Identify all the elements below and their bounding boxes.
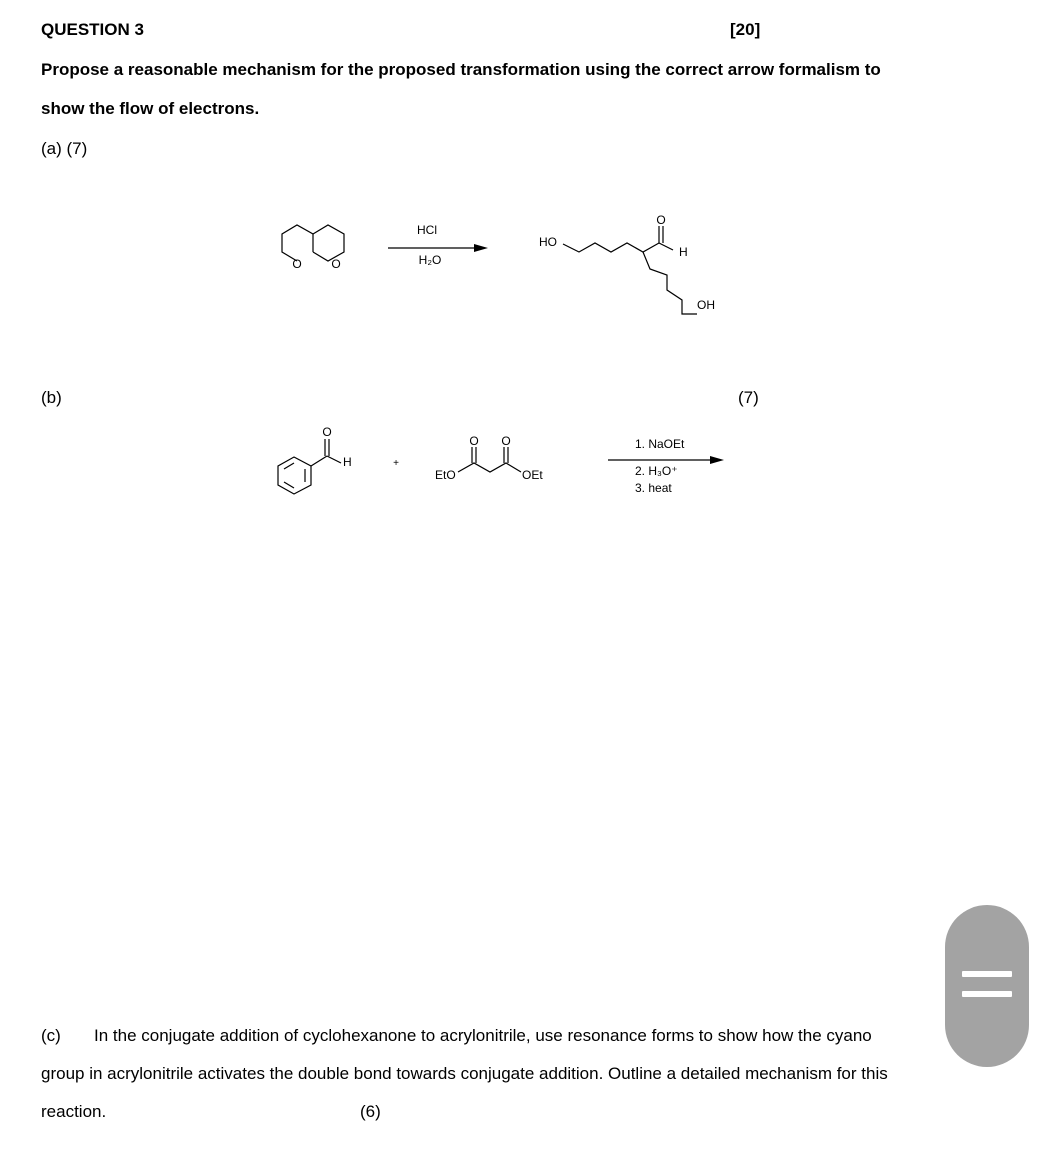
part-b-label: (b) xyxy=(41,388,62,407)
part-a-label: (a) (7) xyxy=(41,139,88,158)
part-c-line-1: In the conjugate addition of cyclohexanone to acrylonitrile, use resonance forms to show how the cyano xyxy=(94,1026,872,1045)
oet-label: OEt xyxy=(522,468,543,482)
part-c-line-3: reaction. xyxy=(41,1102,107,1121)
arrowhead-b xyxy=(710,456,724,464)
question-marks: [20] xyxy=(730,20,761,39)
part-b-marks: (7) xyxy=(738,388,759,407)
ester-oxygen-1: O xyxy=(469,434,479,448)
part-c-line-2: group in acrylonitrile activates the double bond towards conjugate addition. Outline a detailed mechanism for this xyxy=(41,1064,888,1083)
equals-icon xyxy=(962,971,1012,977)
reagent-water: H₂O xyxy=(418,253,442,267)
reagent-step-2: 2. H₃O⁺ xyxy=(635,464,678,478)
reagent-step-1: 1. NaOEt xyxy=(635,437,685,451)
floating-menu-button[interactable] xyxy=(945,905,1029,1067)
question-title: QUESTION 3 xyxy=(41,20,144,39)
acetal-oxygen-1: O xyxy=(292,257,302,271)
aldehyde-oxygen-b: O xyxy=(322,425,332,439)
bicyclic-acetal-structure xyxy=(282,225,344,261)
diethyl-malonate-structure xyxy=(458,447,521,472)
equals-icon-bar xyxy=(962,991,1012,997)
part-c-marks: (6) xyxy=(360,1102,381,1121)
instruction-line-1: Propose a reasonable mechanism for the proposed transformation using the correct arrow formalism to xyxy=(41,60,881,79)
ester-oxygen-2: O xyxy=(501,434,511,448)
product-ho-label: HO xyxy=(539,235,557,249)
part-c-label: (c) xyxy=(41,1026,61,1045)
product-structure-a xyxy=(563,226,697,314)
aldehyde-hydrogen-a: H xyxy=(679,245,688,259)
acetal-oxygen-2: O xyxy=(331,257,341,271)
reagent-step-3: 3. heat xyxy=(635,481,672,495)
reagent-hcl: HCl xyxy=(417,223,437,237)
aldehyde-hydrogen-b: H xyxy=(343,455,352,469)
instruction-line-2: show the flow of electrons. xyxy=(41,99,260,118)
eto-label: EtO xyxy=(435,468,456,482)
product-oh-label: OH xyxy=(697,298,715,312)
benzaldehyde-structure xyxy=(278,439,341,494)
aldehyde-oxygen-a: O xyxy=(656,213,666,227)
plus-sign: + xyxy=(393,458,399,469)
arrowhead-a xyxy=(474,244,488,252)
